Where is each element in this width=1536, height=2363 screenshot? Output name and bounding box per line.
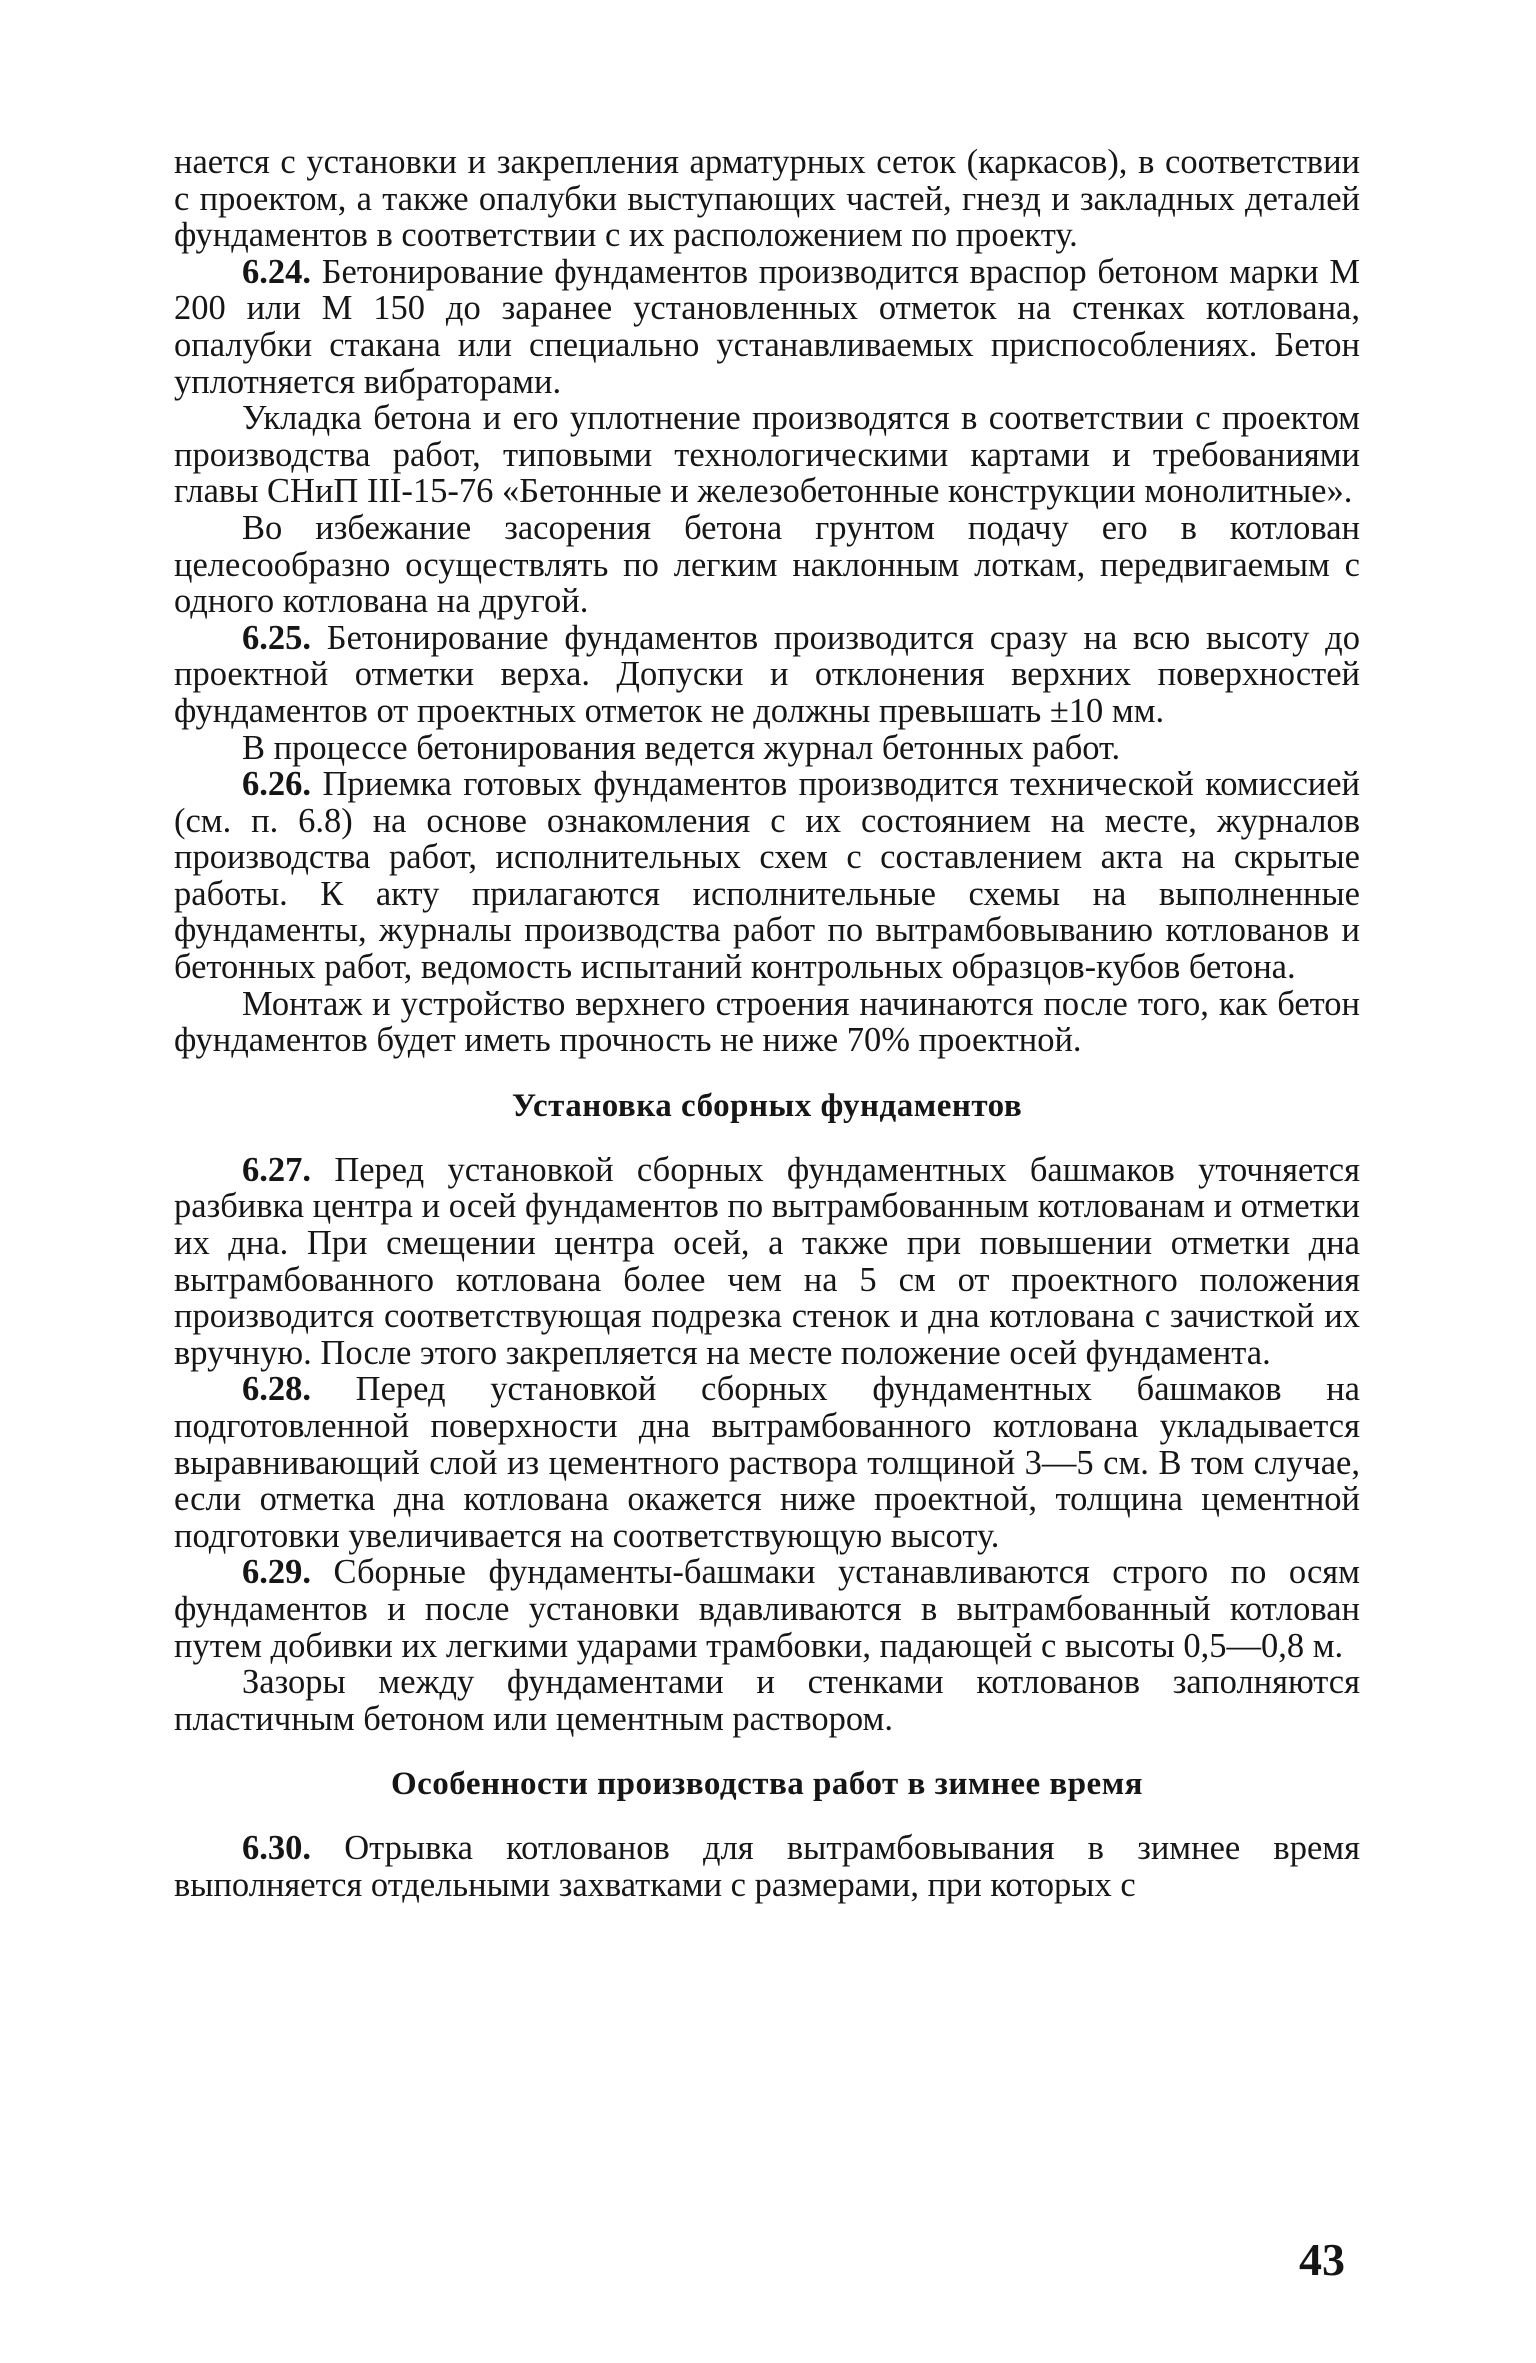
clause-number: 6.28. — [242, 1370, 311, 1409]
clause-number: 6.27. — [242, 1150, 311, 1189]
paragraph-6-30: 6.30. Отрывка котлованов для вытрамбовывания в зимнее время выполняется отдельными захватками с размерами, при которых с — [174, 1829, 1360, 1904]
paragraph-6-26: 6.26. Приемка готовых фундаментов производится технической комиссией (см. п. 6.8) на основе ознакомления с их состоянием на месте, журналов производства работ, исполнительных схем с составлением акта на скрытые работы. К акту прилагаются исполнительные схемы на выполненные фундаменты, журналы производства работ по вытрамбовыванию котлованов и бетонных работ, ведомость испытаний контрольных образцов-кубов бетона. — [174, 765, 1360, 987]
paragraph-6-24: 6.24. Бетонирование фундаментов производится враспор бетоном марки М 200 или М 150 до заранее установленных отметок на стенках котлована, опалубки стакана или специально устанавливаемых приспособлениях. Бетон уплотняется вибраторами. — [174, 252, 1360, 401]
clause-number: 6.26. — [242, 765, 311, 804]
page-body — [174, 144, 1360, 1904]
paragraph-concrete-delivery: Во избежание засорения бетона грунтом подачу его в котлован целесообразно осуществлять по легким наклонным лоткам, передвигаемым с одного котлована на другой. — [174, 508, 1360, 621]
paragraph-6-27: 6.27. Перед установкой сборных фундаментных башмаков уточняется разбивка центра и осей фундаментов по вытрамбованным котлованам и отметки их дна. При смещении центра осей, а также при повышении отметки дна вытрамбованного котлована более чем на 5 см от проектного положения производится соответствующая подрезка стенок и дна котлована с зачисткой их вручную. После этого закрепляется на месте положение осей фундамента. — [174, 1150, 1360, 1372]
page-number: 43 — [1299, 2234, 1345, 2285]
section-heading-precast-foundations: Установка сборных фундаментов — [511, 1087, 1023, 1124]
paragraph-continuation: нается с установки и закрепления арматурных сеток (каркасов), в соответствии с проектом, а также опалубки выступающих частей, гнезд и закладных деталей фундаментов в соответствии с их расположением по проекту. — [174, 143, 1360, 255]
paragraph-concrete-journal: В процессе бетонирования ведется журнал бетонных работ. — [242, 728, 1121, 767]
clause-number: 6.30. — [242, 1829, 311, 1868]
clause-number: 6.24. — [242, 252, 311, 291]
clause-number: 6.25. — [242, 618, 311, 657]
paragraph-6-25: 6.25. Бетонирование фундаментов производится сразу на всю высоту до проектной отметки верха. Допуски и отклонения верхних поверхностей фундаментов от проектных отметок не должны превышать ±10 мм. — [174, 618, 1360, 730]
paragraph-6-29: 6.29. Сборные фундаменты-башмаки устанавливаются строго по осям фундаментов и после установки вдавливаются в вытрамбованный котлован путем добивки их легкими ударами трамбовки, падающей с высоты 0,5—0,8 м. — [174, 1553, 1360, 1665]
paragraph-gaps: Зазоры между фундаментами и стенками котлованов заполняются пластичным бетоном или цементным раствором. — [174, 1663, 1360, 1738]
paragraph-superstructure: Монтаж и устройство верхнего строения начинаются после того, как бетон фундаментов будет иметь прочность не ниже 70% проектной. — [174, 984, 1360, 1060]
paragraph-6-28: 6.28. Перед установкой сборных фундаментных башмаков на подготовленной поверхности дна вытрамбованного котлована укладывается выравнивающий слой из цементного раствора толщиной 3—5 см. В том случае, если отметка дна котлована окажется ниже проектной, толщина цементной подготовки увеличивается на соответствующую высоту. — [174, 1370, 1360, 1555]
paragraph-concrete-placement: Укладка бетона и его уплотнение производятся в соответствии с проектом производства работ, типовыми технологическими картами и требованиями главы СНиП III-15-76 «Бетонные и железобетонные конструкции монолитные». — [174, 399, 1360, 511]
clause-number: 6.29. — [242, 1553, 311, 1592]
section-heading-winter-works: Особенности производства работ в зимнее время — [390, 1766, 1144, 1803]
